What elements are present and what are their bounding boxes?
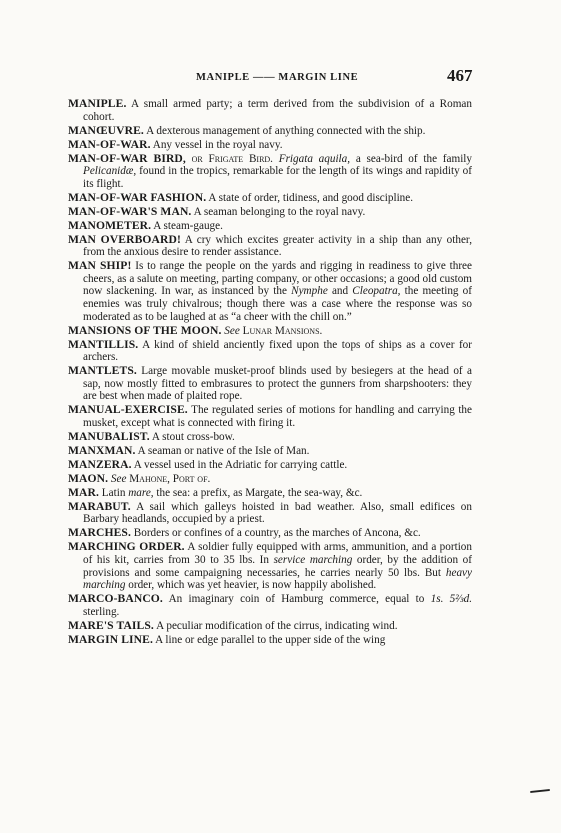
- entry-alt-or: or: [185, 152, 209, 165]
- entry-term: MANUAL-EXERCISE.: [68, 403, 188, 417]
- entry-definition: A peculiar modification of the cirrus, indicating wind.: [153, 619, 398, 632]
- entry-manual-exercise: [68, 404, 472, 429]
- entry-term: MANUBALIST.: [68, 429, 150, 443]
- entry-term: MARCO-BANCO.: [68, 592, 163, 606]
- entry-marching-order: [68, 541, 472, 591]
- entry-man-ship: [68, 260, 472, 323]
- entry-definition: order, which was yet heavier, is now happily abolished.: [125, 579, 377, 592]
- entry-definition: A steam-gauge.: [151, 219, 223, 232]
- entry-marabut: [68, 501, 472, 526]
- entry-term: MAN-OF-WAR'S MAN.: [68, 204, 192, 218]
- page-header: [0, 66, 561, 88]
- entry-definition: sterling.: [83, 605, 120, 618]
- entry-mares-tails: [68, 620, 472, 633]
- entry-man-of-war-bird: [68, 153, 472, 191]
- entry-emphasis: 1s. 5⅔d.: [430, 593, 473, 606]
- entry-mansions-of-the-moon: [68, 325, 472, 338]
- entry-definition: order, by the addition of provisions and some campaigning necessaries, he carries nearly 50 lbs. But: [83, 554, 472, 579]
- entry-definition: An imaginary coin of Hamburg commerce, equal to: [162, 593, 431, 606]
- entry-maniple: [68, 98, 472, 123]
- entry-definition: A vessel used in the Adriatic for carrying cattle.: [131, 458, 348, 471]
- entry-emphasis: service marching: [273, 554, 353, 566]
- entry-definition: A stout cross-bow.: [149, 430, 235, 443]
- entry-manxman: [68, 445, 472, 458]
- entry-term: MAN-OF-WAR.: [68, 137, 151, 151]
- entry-term: MAN SHIP!: [68, 259, 132, 273]
- entry-family-name: Pelicanidæ,: [83, 165, 137, 178]
- running-head: MANIPLE —— MARGIN LINE: [196, 72, 359, 83]
- entry-man-of-war-fashion: [68, 192, 472, 205]
- entry-term: MANOMETER.: [68, 218, 152, 232]
- entry-term: MANZERA.: [68, 457, 132, 471]
- entry-term: MAR.: [68, 485, 99, 499]
- entry-definition: Borders or confines of a country, as the marches of Ancona, &c.: [130, 527, 421, 540]
- entry-see: See: [224, 324, 240, 337]
- entry-mar: [68, 487, 472, 500]
- entry-definition: A line or edge parallel to the upper side of the wing: [152, 633, 386, 646]
- ink-mark: [530, 789, 550, 793]
- entry-term: MARE'S TAILS.: [68, 618, 154, 632]
- entry-definition: The regulated series of motions for handling and carrying the musket, except what is connected with firing it.: [83, 404, 472, 429]
- entry-manubalist: [68, 431, 472, 444]
- entry-term: MANSIONS OF THE MOON.: [68, 323, 222, 337]
- entry-definition: A seaman or native of the Isle of Man.: [135, 444, 310, 457]
- entry-definition: A soldier fully equipped with arms, ammunition, and a portion of his kit, carries from 30 to 35 lbs. In: [83, 541, 472, 566]
- entry-marco-banco: [68, 593, 472, 618]
- entry-definition: the meeting of enemies was truly chivalrous; though there was a case where the response was so moderated as to be laughed at as “a cheer with the chill on.”: [83, 285, 472, 323]
- entry-see: See: [110, 472, 127, 485]
- entry-definition: and: [327, 285, 353, 298]
- entry-definition: Large movable musket-proof blinds used by besiegers at the head of a sap, now mostly fitted to embrasures to protect the gunners from sharpshooters: they are best when made of plaited rope.: [83, 365, 472, 403]
- entry-ship-name: Nymphe: [291, 285, 328, 298]
- entry-mantlets: [68, 365, 472, 403]
- entry-manzera: [68, 459, 472, 472]
- entry-term: MARCHES.: [68, 526, 131, 540]
- entry-term: MARABUT.: [68, 499, 131, 513]
- entry-term: MANXMAN.: [68, 443, 136, 457]
- entry-man-overboard: [68, 234, 472, 259]
- entry-alt-term: Frigate Bird.: [208, 152, 273, 165]
- entry-manometer: [68, 220, 472, 233]
- entry-mantillis: [68, 339, 472, 364]
- entry-definition: Is to range the people on the yards and rigging in readiness to give three cheers, as a salute on meeting, parting company, or other occasions; a good old custom now slackening. In war, as instanced by the: [83, 260, 472, 298]
- entry-definition: A dexterous management of anything connected with the ship.: [143, 124, 426, 137]
- entry-definition: A sail which galleys hoisted in bad weather. Also, small edifices on Barbary headlands, occupied by a priest.: [83, 500, 472, 526]
- entry-manoeuvre: [68, 125, 472, 138]
- entry-definition: A state of order, tidiness, and good discipline.: [206, 191, 414, 204]
- entry-scientific-name: Frigata aquila,: [278, 152, 351, 165]
- entry-maon: [68, 473, 472, 486]
- entry-definition: A small armed party; a term derived from the subdivision of a Roman cohort.: [83, 98, 472, 123]
- page-number: 467: [447, 66, 473, 85]
- entry-definition: A cry which excites greater activity in a ship than any other, from the anxious desire to render assistance.: [83, 233, 472, 259]
- entry-latin-word: mare,: [128, 486, 154, 499]
- entry-term: MANIPLE.: [68, 97, 127, 110]
- entry-man-of-wars-man: [68, 206, 472, 219]
- entry-term: MARCHING ORDER.: [68, 540, 185, 554]
- entry-term: MAN-OF-WAR BIRD,: [68, 151, 186, 165]
- entry-man-of-war: [68, 139, 472, 152]
- entry-marches: [68, 527, 472, 540]
- entry-definition: A seaman belonging to the royal navy.: [191, 205, 366, 218]
- dictionary-entries: [68, 98, 472, 648]
- entry-definition: a sea-bird of the family: [350, 152, 472, 165]
- entry-term: MAN OVERBOARD!: [68, 232, 181, 246]
- entry-cross-reference: Mahone, Port of.: [129, 472, 211, 485]
- entry-term: MAON.: [68, 471, 109, 485]
- entry-definition: found in the tropics, remarkable for the length of its wings and rapidity of its flight.: [83, 165, 472, 190]
- entry-margin-line: [68, 634, 472, 647]
- entry-term: MANTILLIS.: [68, 337, 139, 351]
- entry-cross-reference: Lunar Mansions.: [242, 324, 323, 337]
- entry-definition: the sea: a prefix, as Margate, the sea-way, &c.: [153, 486, 363, 499]
- entry-term: MARGIN LINE.: [68, 632, 153, 646]
- entry-term: MAN-OF-WAR FASHION.: [68, 190, 207, 204]
- entry-term: MANTLETS.: [68, 364, 137, 378]
- entry-definition: Any vessel in the royal navy.: [150, 138, 283, 151]
- entry-term: MANŒUVRE.: [68, 123, 144, 137]
- entry-definition: A kind of shield anciently fixed upon the tops of ships as a cover for archers.: [83, 338, 472, 364]
- entry-definition: Latin: [99, 486, 129, 499]
- entry-ship-name: Cleopatra,: [352, 285, 401, 298]
- entry-emphasis: heavy marching: [83, 566, 472, 592]
